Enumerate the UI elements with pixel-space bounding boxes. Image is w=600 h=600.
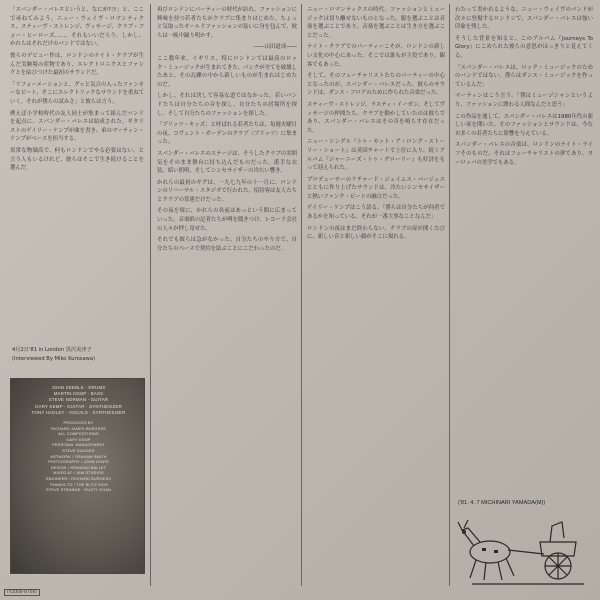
col3-paragraph: プロデューサーのリチャード・ジェイムス・バージェスとともに作り上げたサウンドは、冷たいシンセサイザーと熱いファンク・ビートの融合だった。 <box>307 176 445 200</box>
col2-paragraph: 再びロンドンにパーティーの時代が訪れ、ファッションに興味を持つ若者たちがクラブに集まりはじめた。ちょっと気取ったオールドファッションの装いに身を包んで、彼らは一晩中踊り明かす。 <box>157 7 297 39</box>
col3-paragraph: ナイト・クラブでのパーティーこそが、ロンドンの新しい文化の中心にあった。そこでは誰もが主役であり、観客でもあった。 <box>307 44 445 68</box>
col1-paragraph: 異常な物価高で、何もロンドンでやる必要はない、と言う人もいるけれど、彼らはそこで生き続けることを選んだ。 <box>10 147 144 172</box>
column-3 <box>307 6 445 584</box>
band-photo <box>10 378 145 574</box>
column-4 <box>455 6 593 494</box>
col1-paragraph: 「リフォーメーションと、グッと気合の入ったファンキーなビート、そこにエレクトリックなサウンドを重ねていく。それが僕らの試みさ」と彼らは言う。 <box>10 81 144 105</box>
interview-credit: (Interviewed By Miko Kurosawa) <box>12 356 96 362</box>
column-divider <box>449 4 450 586</box>
credit-line: PRODUCED BY <box>63 421 94 425</box>
col2-paragraph: ――山田道成―― <box>253 44 297 51</box>
author-signature: ('81. 4. 7 MICHINARI YAMADA(M)) <box>458 500 546 506</box>
col2-paragraph: スパンダー・バレエのステージは、そうしたクラブの雰囲気をそのまま舞台に持ち込んだものだった。派手な衣装、暗い照明、そしてシンセサイザーの冷たい響き。 <box>157 150 297 175</box>
credit-line: THANKS TO / THE BLITZ KIDS <box>49 482 108 487</box>
production-credits <box>19 421 138 494</box>
col3-paragraph: ゲイリー・ケンプはこう語る。「僕らは自分たちが何者であるかを知っている。それが一番大事なことなんだ」 <box>307 205 445 221</box>
col2-paragraph: その夜を境に、かれらの名前はあっという間に広まっていった。音楽紙の記者たちが噂を聞きつけ、レコード会社の人々が押し寄せた。 <box>157 208 297 232</box>
member-credit: JOHN KEEBLE - DRUMS <box>51 385 106 390</box>
col1-paragraph: 例えば小学校時代の友人同士が集まって組んだバンドを起点に、スパンダー・バレエは結成された。ギタリストのゲイリー・ケンプが曲を書き、弟のマーティン・ケンプがベースを担当する。 <box>10 110 144 143</box>
credit-line: ENGINEER / RICHARD BURGESS <box>45 476 112 481</box>
col3-paragraph: スティーヴ・ストレンジ、ラスティ・イーガン、そしてヴィサージの仲間たち。クラブを動かしていたのは彼らであり、スパンダー・バレエはその音を鳴らす存在だった。 <box>307 101 445 134</box>
column-divider <box>301 4 302 586</box>
col3-paragraph: ロンドンの夜はまだ終わらない。クラブの扉が開くたびに、新しい音と新しい顔がそこに現れる。 <box>307 225 445 241</box>
member-credit: GARY KEMP - GUITAR · SYNTHESIZER <box>34 403 123 409</box>
credit-line: ALL COMPOSITIONS <box>58 432 99 437</box>
member-credit: MARTIN KEMP - BASS <box>53 391 104 397</box>
member-credit: TONY HADLEY - VOCALS · SYNTHESIZER <box>31 409 126 415</box>
credit-line: STEVE DAGGER <box>62 448 95 453</box>
col4-paragraph: 「スパンダー・バレエは、ロック・ミュージックのためのバンドではない。僕らはダンス・ミュージックを作っているんだ」 <box>455 64 593 88</box>
credit-line: RICHARD JAMES BURGESS <box>51 426 106 431</box>
column-1 <box>10 6 144 346</box>
col4-paragraph: マーティンはこう言う。「僕はミュージシャンというより、ファッションに関わる人間なんだと思う」 <box>455 93 593 108</box>
col3-paragraph: そして、そのフューチャリストたちのパーティーの中心となったのが、スパンダー・バレエだった。彼らのサウンドは、ダンス・フロアのために作られた音楽だった。 <box>307 73 445 97</box>
col1-paragraph: 「スパンダー・バレエというと、なにが?ヨ」と、ここで尋ねてみよう。ニュー・ウェイヴ・ロマンティクス、スティーヴ・ストレンジ、ヴィサージ、クラブ・フォー・ヒーローズ……。それもいいだろう。しかし、かれらはそれだけのバンドではない。 <box>10 7 144 48</box>
col2-paragraph: かれらの最初のギグは、一九七九年の十一月に、ロンドンのリハーサル・スタジオで行われた。招待客は友人たちとクラブの常連だけだった。 <box>157 179 297 203</box>
col3-paragraph: ニュー・ロマンティクスの時代、ファッションとミュージックは切り離せないものとなった。服を選ぶことは音楽を選ぶことであり、音楽を選ぶことは生き方を選ぶことだった。 <box>307 7 445 39</box>
member-credit: STEVE NORMAN - GUITAR <box>48 397 109 403</box>
col1-paragraph: 彼らのデビュー作は、ロンドンのナイト・クラブが生んだ実験場の産物であり、エレクトロニクスとファンクとを結びつけた最初のサウンドだ。 <box>10 52 144 77</box>
column-2 <box>157 6 297 584</box>
credit-line: DESIGN / SPANDAU BALLET <box>50 465 107 470</box>
credit-line: MIXED AT / JAM STUDIOS <box>53 471 104 476</box>
credit-line: STEVE STRANGE · RUSTY EGAN <box>45 488 112 493</box>
catalog-footer: (Y2000-8704) <box>4 589 40 596</box>
credit-line: GARY KEMP <box>66 437 91 442</box>
col3-paragraph: ニュー・シングル『トゥ・カット・ア・ロング・ストーリー・ショート』は英国チャートで上位に入り、続くアルバム『ジャーニーズ・トゥ・グローリー』も好評をもって迎えられた。 <box>307 139 445 172</box>
col4-paragraph: この作品を通して、スパンダー・バレエは1980年代の新しい扉を開いた。そのファッションとサウンドは、今なお多くの若者たちに影響を与えている。 <box>455 113 593 137</box>
credit-line: PHOTOGRAPHY / JOHN LEWIS <box>48 460 109 465</box>
credit-line: PERSONAL MANAGEMENT <box>52 443 105 448</box>
col2-paragraph: しかし、それは決して容易な道ではなかった。若いバンドたちは自分たちの音を探し、自分たちの居場所を探し、そして自分たちのファッションを探した。 <box>157 93 297 117</box>
col4-paragraph: スパンダー・バレエの音楽は、ロンドンのナイト・ライフそのものだ。それはフューチャリストの夢であり、ヨーロッパの美学でもある。 <box>455 142 593 166</box>
col2-paragraph: それでも彼らは急がなかった。自分たちのやり方で、自分たちのペースで契約を結ぶことにこだわったのだ。 <box>157 237 297 252</box>
interview-date: 4月2日'81 in London 黒沢美津子 <box>12 347 92 353</box>
col4-paragraph: そうした背景を知ると、このアルバム『Journeys To Glory』にこめられた彼らの意思がはっきりと見えてくる。 <box>455 35 593 59</box>
credit-line: ARTWORK / GRAHAM SMITH <box>50 454 107 459</box>
col2-paragraph: ここ数年来、イギリス、特にロンドンでは最高のロック・ミュージックが生まれてきた。パンクが全てを破壊したあと、その瓦礫の中から新しいものが生まれはじめたのだ。 <box>157 55 297 88</box>
col2-paragraph: 「ブリッツ・キッズ」と呼ばれる若者たちは、毎週火曜日の夜、コヴェント・ガーデンのクラブ〈ブリッツ〉に集まった。 <box>157 122 297 146</box>
col4-paragraph: わたって書かれるような、ニュー・ウェイヴのバンドが次々に登場するロンドンで、スパンダー・バレエは強い印象を残した。 <box>455 7 593 31</box>
chariot-illustration-icon <box>452 512 592 592</box>
member-credits <box>19 385 138 416</box>
column-divider <box>150 4 151 586</box>
